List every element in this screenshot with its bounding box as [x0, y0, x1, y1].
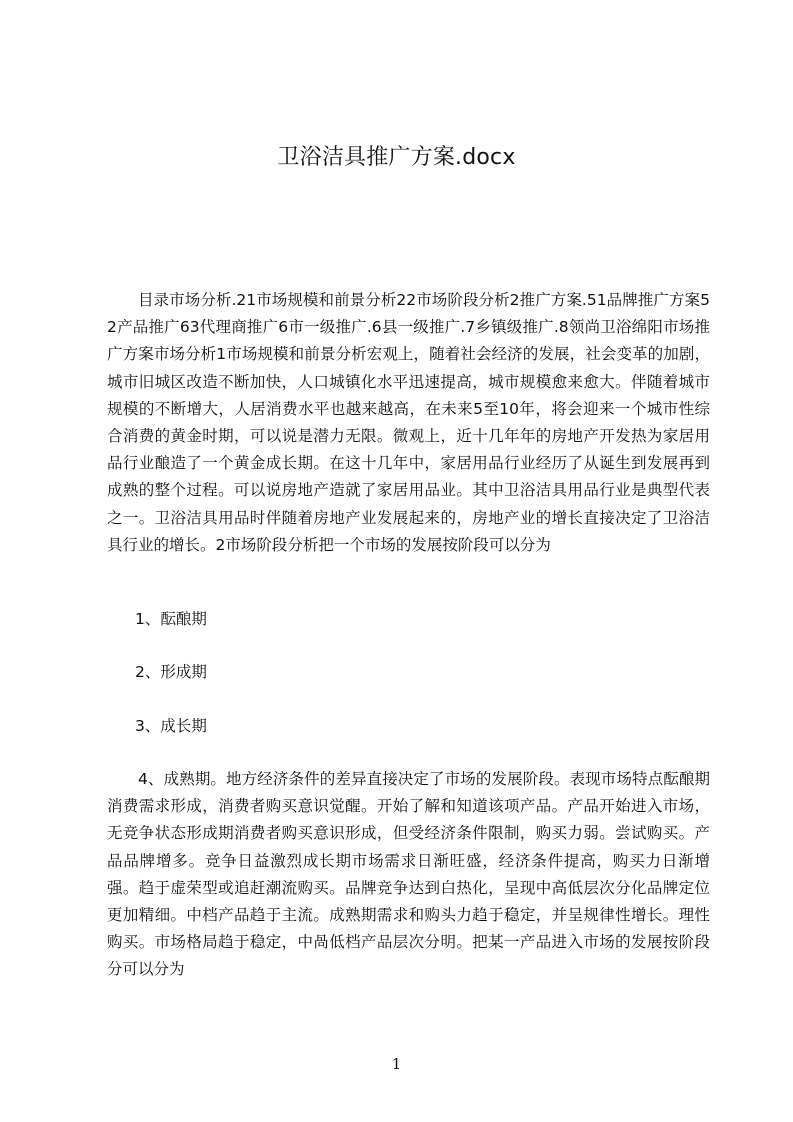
list-item-stage-1: 1、酝酿期 [135, 610, 207, 628]
stage-4-paragraph: 4、成熟期。地方经济条件的差异直接决定了市场的发展阶段。表现市场特点酝酿期消费需求形成，消费者购买意识觉醒。开始了解和知道该项产品。产品开始进入市场，无竞争状态形成期消费者购买意识形成，但受经济条件限制，购买力弱。尝试购买。产品品牌增多。竞争日益激烈成长期市场需求日渐旺盛，经济条件提高，购买力日渐增强。趋于虚荣型或追赶潮流购买。品牌竞争达到白热化，呈现中高低层次分化品牌定位更加精细。中档产品趋于主流。成熟期需求和购头力趋于稳定，并呈规律性增长。理性购买。市场格局趋于稳定，中咼低档产品层次分明。把某一产品进入市场的发展按阶段分可以分为 [107, 770, 710, 979]
document-title: 卫浴洁具推广方案.docx [277, 145, 516, 170]
intro-paragraph: 目录市场分析.21市场规模和前景分析22市场阶段分析2推广方案.51品牌推广方案52产品推广63代理商推广6市一级推广.6县一级推广.7乡镇级推广.8领尚卫浴绵阳市场推广方案市场分析1市场规模和前景分析宏观上，随着社会经济的发展，社会变革的加剧，城市旧城区改造不断加快，人口城镇化水平迅速提高，城市规模愈来愈大。伴随着城市规模的不断增大，人居消费水平也越来越高，在未来5至10年，将会迎来一个城市性综合消费的黄金时期，可以说是潜力无限。微观上，近十几年年的房地产开发热为家居用品行业酿造了一个黄金成长期。在这十几年中，家居用品行业经历了从诞生到发展再到成熟的整个过程。可以说房地产造就了家居用品业。其中卫浴洁具用品行业是典型代表之一。卫浴洁具用品时伴随着房地产业发展起来的，房地产业的增长直接决定了卫浴洁具行业的增长。2市场阶段分析把一个市场的发展按阶段可以分为 [107, 291, 710, 554]
list-item-stage-3: 3、成长期 [135, 717, 207, 735]
list-item-stage-2: 2、形成期 [135, 663, 207, 681]
page-number: 1 [391, 1055, 402, 1073]
